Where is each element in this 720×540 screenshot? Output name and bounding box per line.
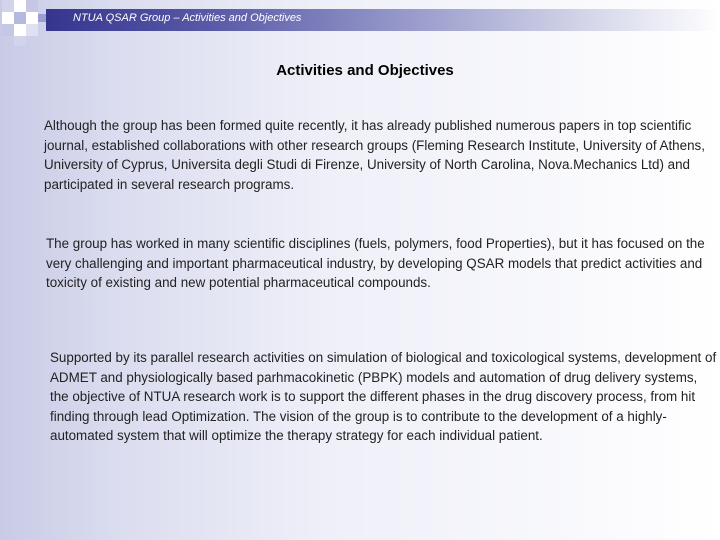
paragraph-objective: Supported by its parallel research activities on simulation of biological and toxicological systems, development of ADMET and physiologically based parhmacokinetic (PBPK) models and automation of drug delivery systems, the objective of NTUA research work is to support the different phases in the drug discovery process, from hit finding through lead Optimization. The vision of the group is to contribute to the development of a highly-automated system that will optimize the therapy strategy for each individual patient. (50, 350, 717, 443)
decorative-square (2, 0, 14, 12)
decorative-square (26, 12, 38, 24)
paragraph-disciplines: The group has worked in many scientific disciplines (fuels, polymers, food Properties), but it has focused on the very challenging and important pharmaceutical industry, by developing QSAR models that predict activities and toxicity of existing and new potential pharmaceutical compounds. (46, 236, 705, 290)
paragraph-publications: Although the group has been formed quite recently, it has already published numerous papers in top scientific journal, established collaborations with other research groups (Fleming Research Institute, University of Athens, University of Cyprus, Universita degli Studi di Firenze, University of North Carolina, Nova.Mechanics Ltd) and participated in several research programs. (44, 118, 705, 192)
decorative-square (14, 12, 26, 24)
slide-title: Activities and Objectives (276, 62, 454, 79)
decorative-square (2, 24, 14, 36)
header-title: NTUA QSAR Group – Activities and Objectives (73, 12, 302, 24)
decorative-square (14, 24, 26, 36)
decorative-square (38, 14, 46, 22)
decorative-square (2, 12, 14, 24)
decorative-square (14, 36, 26, 46)
decorative-square (26, 0, 38, 12)
decorative-square (26, 24, 38, 36)
decorative-square (14, 0, 26, 12)
